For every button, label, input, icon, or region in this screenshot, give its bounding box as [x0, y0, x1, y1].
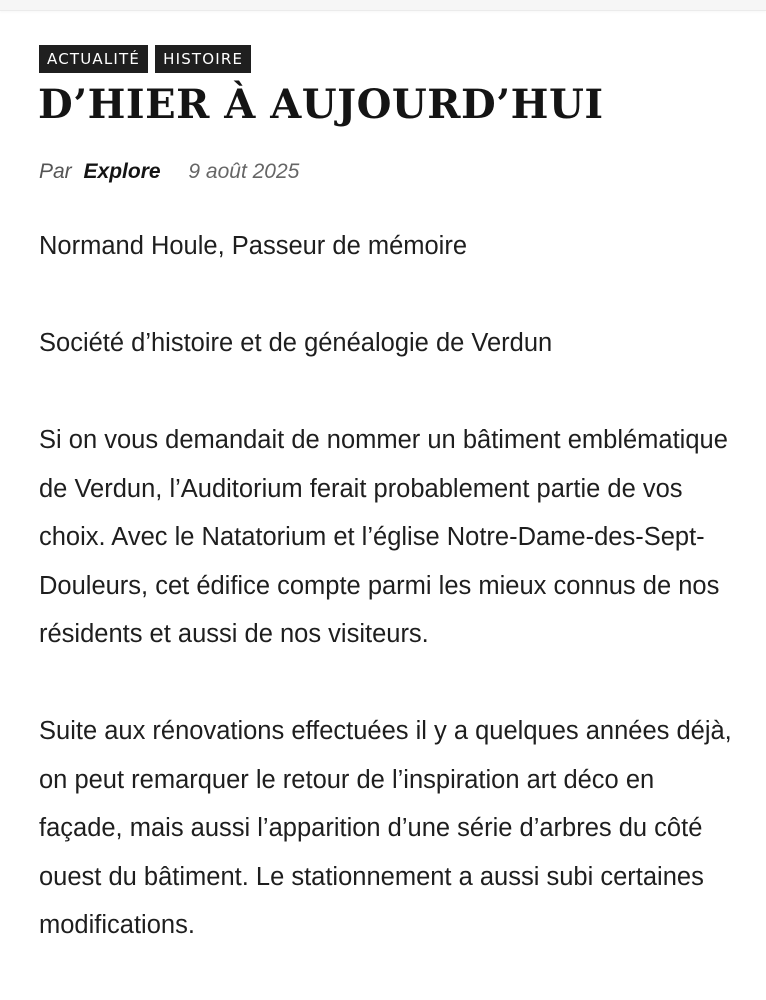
body-paragraph: Suite aux rénovations effectuées il y a quelques années déjà, on peut remarquer le retour de l’inspiration art déco en façade, mais aussi l’apparition d’une série d’arbres du côté ouest du bâtiment. Le stationnement a aussi subi certaines modifications. [39, 717, 732, 939]
top-bar [0, 0, 766, 11]
category-tags [39, 45, 251, 73]
organization-line: Société d’histoire et de généalogie de Verdun [39, 329, 553, 357]
author-link[interactable]: Explore [83, 160, 161, 183]
body-paragraph: Si on vous demandait de nommer un bâtiment emblématique de Verdun, l’Auditorium ferait probablement partie de vos choix. Avec le Natatorium et l’église Notre-Dame-des-Sept-Douleurs, cet édifice compte parmi les mieux connus de nos résidents et aussi de nos visiteurs. [39, 426, 728, 648]
byline [39, 157, 299, 187]
byline-prefix: Par [39, 160, 72, 183]
category-tag-actualite[interactable]: ACTUALITÉ [39, 45, 148, 73]
article-body [39, 222, 739, 998]
category-tag-histoire[interactable]: HISTOIRE [155, 45, 251, 73]
article-title: D’HIER À AUJOURD’HUI [38, 81, 604, 128]
author-line: Normand Houle, Passeur de mémoire [39, 232, 468, 260]
publish-date: 9 août 2025 [188, 160, 300, 183]
